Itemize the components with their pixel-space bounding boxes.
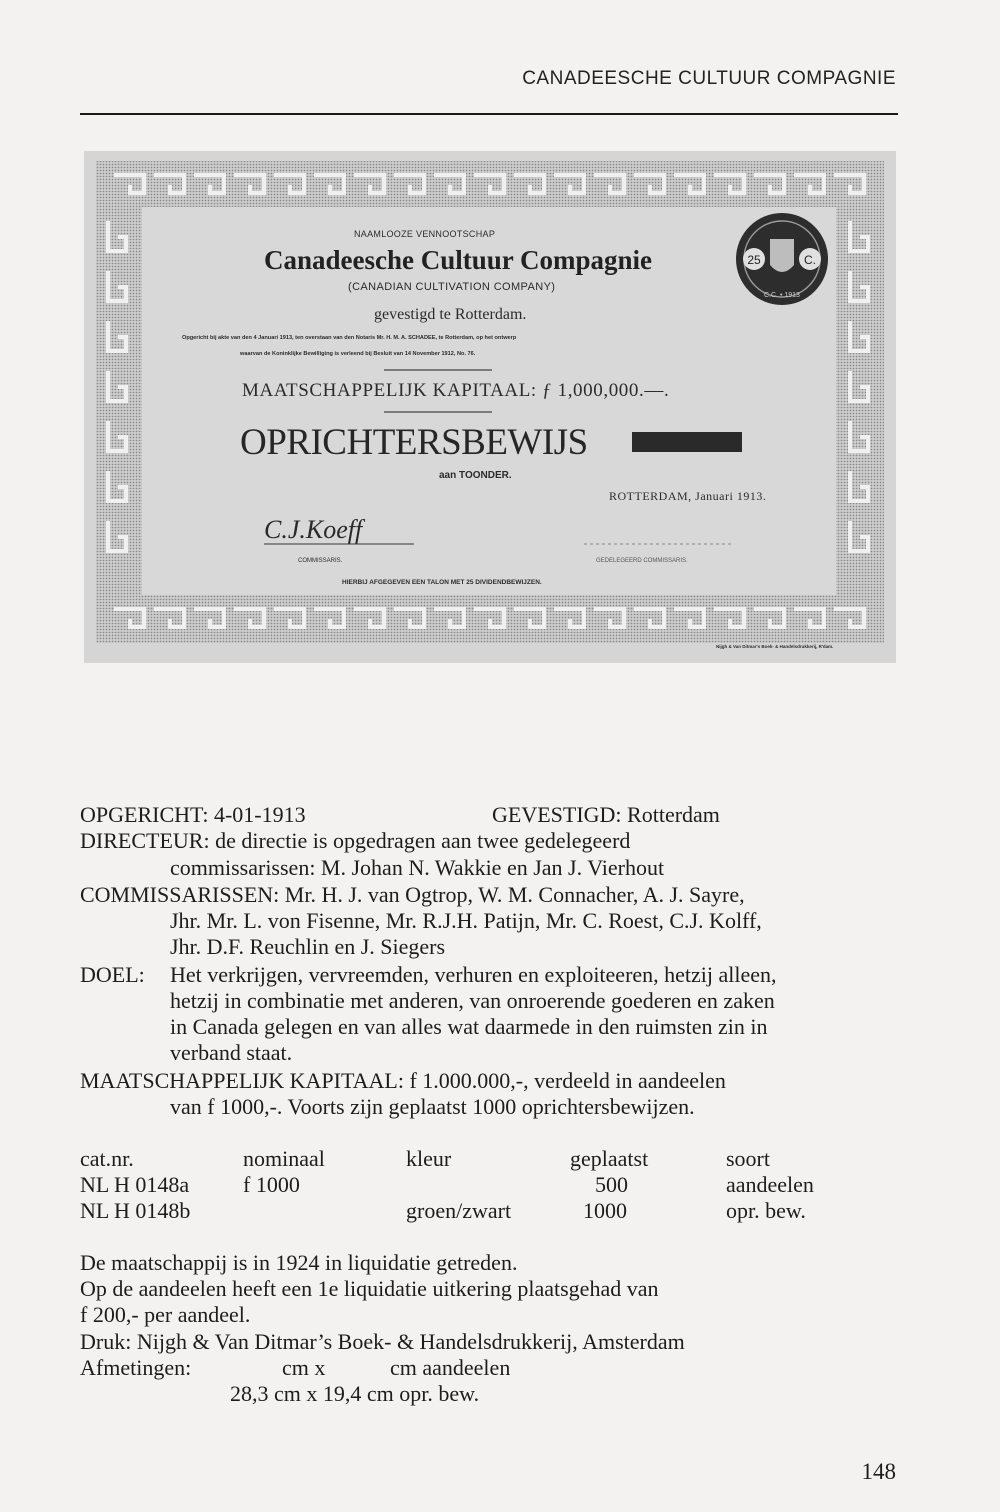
cert-seat: gevestigd te Rotterdam.	[374, 306, 527, 323]
table-cell-type: aandeelen	[726, 1172, 814, 1197]
cert-signature: C.J.Koeff	[264, 515, 363, 544]
table-cell-issued: 1000	[583, 1198, 627, 1223]
cert-title: OPRICHTERSBEWIJS	[240, 422, 588, 463]
director-text-1: de directie is opgedragen aan twee gedelegeerd	[215, 828, 631, 853]
dimensions-label: Afmetingen:	[80, 1355, 192, 1380]
dimensions-founders: 28,3 cm x 19,4 cm opr. bew.	[230, 1381, 480, 1406]
cert-printer: Nijgh & Van Ditmar's Boek- & Handelsdrukkerij, R'dam.	[716, 644, 834, 649]
table-header-colour: kleur	[406, 1146, 452, 1171]
cert-sign-right: GEDELEGEERD COMMISSARIS.	[596, 558, 688, 564]
goal-text-2: hetzij in combinatie met anderen, van onroerende goederen en zaken	[170, 988, 775, 1013]
commissioners-text-1: Mr. H. J. van Ogtrop, W. M. Connacher, A. J. Sayre,	[284, 882, 745, 907]
dimensions-shares-b: cm aandeelen	[390, 1355, 511, 1380]
goal-text-3: in Canada gelegen en van alles wat daarmede in den ruimsten zin in	[170, 1014, 768, 1039]
cert-english-name: (CANADIAN CULTIVATION COMPANY)	[348, 281, 556, 293]
cert-founding-line-2: waarvan de Koninklijke Bewilliging is verleend bij Besluit van 14 November 1912, No. 76.	[240, 351, 476, 357]
seat-value: Rotterdam	[627, 802, 720, 827]
capital-text-1: f 1.000.000,-, verdeeld in aandeelen	[409, 1068, 726, 1093]
cert-form: NAAMLOOZE VENNOOTSCHAP	[354, 229, 496, 239]
table-cell-issued: 500	[595, 1172, 628, 1197]
table-cell-nominal: f 1000	[243, 1172, 300, 1197]
table-header-issued: geplaatst	[570, 1146, 649, 1171]
seat-label: GEVESTIGD:	[492, 802, 622, 827]
cert-capital: MAATSCHAPPELIJK KAPITAAL: ƒ 1,000,000.—.	[242, 380, 670, 401]
seal-text: C.C. • 1913	[764, 292, 800, 299]
table-cell-catnr: NL H 0148b	[80, 1198, 191, 1223]
capital-text-2: van f 1000,-. Voorts zijn geplaatst 1000 oprichtersbewijzen.	[170, 1094, 695, 1119]
commissioners-label: COMMISSARISSEN:	[80, 882, 280, 907]
note-payout-amount: f 200,- per aandeel.	[80, 1302, 251, 1327]
table-header-type: soort	[726, 1146, 770, 1171]
table-header-nominal: nominaal	[243, 1146, 325, 1171]
goal-text-1: Het verkrijgen, vervreemden, verhuren en exploiteeren, hetzij alleen,	[170, 962, 777, 987]
note-payout: Op de aandeelen heeft een 1e liquidatie uitkering plaatsgehad van	[80, 1276, 659, 1301]
founded-value: 4-01-1913	[213, 802, 306, 827]
table-cell-colour: groen/zwart	[406, 1198, 512, 1223]
cert-founding-line-1: Opgericht bij akte van den 4 Januari 1913, ten overstaan van den Notaris Mr. H. M. A. SCHADEE, te Rotterdam, op het ontwerp	[182, 335, 517, 341]
note-printer: Druk: Nijgh & Van Ditmar’s Boek- & Handelsdrukkerij, Amsterdam	[80, 1329, 685, 1354]
goal-text-4: verband staat.	[170, 1040, 293, 1065]
cert-bearer: aan TOONDER.	[439, 470, 512, 481]
commissioners-text-3: Jhr. D.F. Reuchlin en J. Siegers	[170, 934, 446, 959]
cert-sign-left: COMMISSARIS.	[298, 558, 343, 564]
commissioners-text-2: Jhr. Mr. L. von Fisenne, Mr. R.J.H. Patijn, Mr. C. Roest, C.J. Kolff,	[170, 908, 762, 933]
catalogue-info	[80, 0, 920, 1406]
running-header: CANADEESCHE CULTUUR COMPAGNIE	[522, 68, 896, 89]
director-label: DIRECTEUR:	[80, 828, 210, 853]
cert-talon: HIERBIJ AFGEGEVEN EEN TALON MET 25 DIVIDENDBEWIJZEN.	[342, 579, 542, 586]
seal-letter: C.	[804, 253, 816, 267]
table-cell-type: opr. bew.	[726, 1198, 806, 1223]
dimensions-shares-a: cm x	[282, 1355, 326, 1380]
seal-number: 25	[747, 253, 761, 267]
cert-place-date: ROTTERDAM, Januari 1913.	[609, 489, 767, 503]
director-text-2: commissarissen: M. Johan N. Wakkie en Jan J. Vierhout	[170, 855, 665, 880]
founded-label: OPGERICHT:	[80, 802, 209, 827]
note-liquidation: De maatschappij is in 1924 in liquidatie getreden.	[80, 1250, 518, 1275]
table-cell-catnr: NL H 0148a	[80, 1172, 190, 1197]
table-header-catnr: cat.nr.	[80, 1146, 134, 1171]
goal-label: DOEL:	[80, 962, 145, 987]
cert-company: Canadeesche Cultuur Compagnie	[264, 245, 653, 275]
page-number: 148	[861, 1459, 896, 1484]
capital-label: MAATSCHAPPELIJK KAPITAAL:	[80, 1068, 404, 1093]
